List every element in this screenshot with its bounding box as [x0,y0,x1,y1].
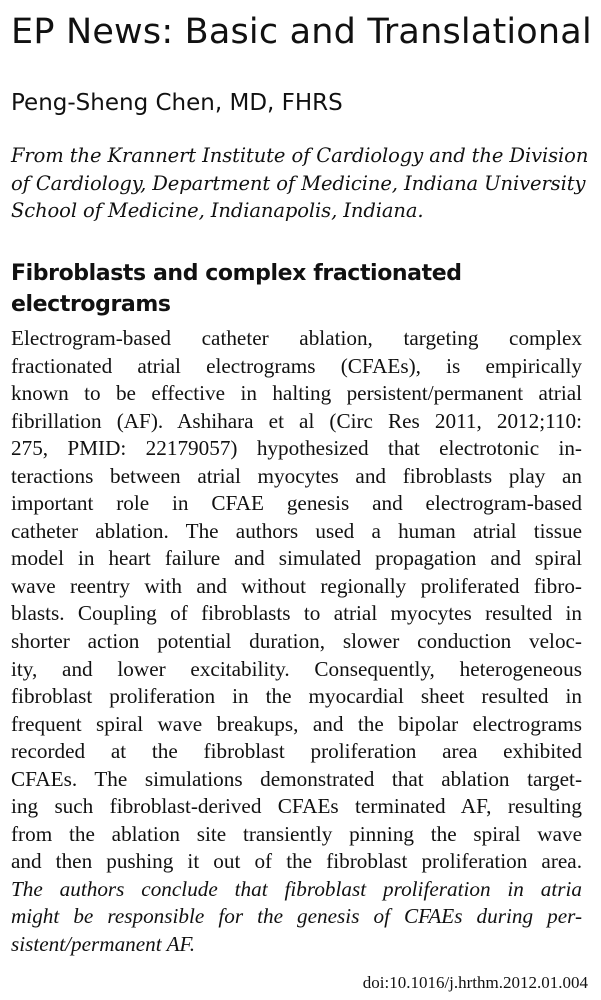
body-line: 275, PMID: 22179057) hypothesized that electrotonic in- [11,436,582,461]
doi-reference: doi:10.1016/j.hrthm.2012.01.004 [362,973,588,992]
body-line: important role in CFAE genesis and electrogram-based [11,491,582,516]
body-line: from the ablation site transiently pinning the spiral wave [11,821,582,846]
body-line: model in heart failure and simulated propagation and spiral [11,546,582,571]
author-affiliation [11,142,597,225]
body-line: ity, and lower excitability. Consequently, heterogeneous [11,656,582,681]
affiliation-line: of Cardiology, Department of Medicine, Indiana University [11,171,586,195]
body-line: catheter ablation. The authors used a human atrial tissue [11,518,582,543]
body-line: known to be effective in halting persistent/permanent atrial [11,381,582,406]
article-body [11,325,582,959]
body-line: recorded at the fibroblast proliferation area exhibited [11,739,582,764]
journal-section-title: EP News: Basic and Translational [11,12,592,52]
conclusion-line: The authors conclude that fibroblast proliferation in atria [11,876,582,901]
body-line: fractionated atrial electrograms (CFAEs), is empirically [11,353,582,378]
body-line: teractions between atrial myocytes and fibroblasts play an [11,463,582,488]
heading-line: electrograms [11,292,171,317]
body-line: shorter action potential duration, slower conduction veloc- [11,629,582,654]
body-line: frequent spiral wave breakups, and the bipolar electrograms [11,711,582,736]
body-line: and then pushing it out of the fibroblast proliferation area. [11,849,582,874]
body-line: wave reentry with and without regionally proliferated fibro- [11,573,582,598]
body-line: fibroblast proliferation in the myocardial sheet resulted in [11,684,582,709]
body-line: CFAEs. The simulations demonstrated that ablation target- [11,766,582,791]
conclusion-line: sistent/permanent AF. [11,932,196,957]
body-line: Electrogram-based catheter ablation, targeting complex [11,326,582,350]
heading-line: Fibroblasts and complex fractionated [11,261,462,286]
body-line: ing such fibroblast-derived CFAEs terminated AF, resulting [11,794,582,819]
body-line: fibrillation (AF). Ashihara et al (Circ Res 2011, 2012;110: [11,408,582,433]
conclusion-line: might be responsible for the genesis of CFAEs during per- [11,904,582,929]
author-name: Peng-Sheng Chen, MD, FHRS [11,90,343,116]
affiliation-line: From the Krannert Institute of Cardiology and the Division [11,144,589,167]
affiliation-line: School of Medicine, Indianapolis, Indiana. [11,199,424,222]
body-line: blasts. Coupling of fibroblasts to atrial myocytes resulted in [11,601,582,626]
article-heading [11,258,462,320]
